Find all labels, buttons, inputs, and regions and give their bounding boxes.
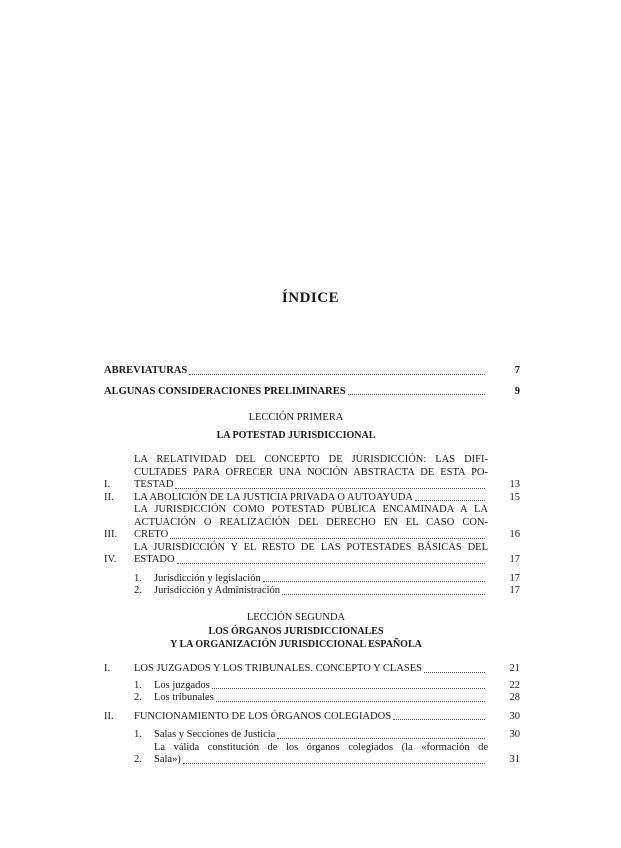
subentry-text: Los juzgados xyxy=(154,679,210,691)
page-number: 28 xyxy=(509,692,520,703)
dot-leader xyxy=(393,719,485,720)
subsection-number: 2. xyxy=(134,585,142,596)
entry-line: TESTAD xyxy=(134,479,174,490)
section-number: I. xyxy=(104,663,111,674)
entry-line: LA JURISDICCIÓN COMO POTESTAD PÚBLICA ENCAMINADA A LA xyxy=(134,504,488,515)
lesson-heading-2 xyxy=(104,612,488,652)
entry-line: FUNCIONAMIENTO DE LOS ÓRGANOS COLEGIADOS xyxy=(134,710,392,722)
dot-leader xyxy=(263,581,485,582)
entry-line: CULTADES PARA OFRECER UNA NOCIÓN ABSTRACTA DE ESTA PO- xyxy=(134,466,488,478)
entry-line: LA RELATIVIDAD DEL CONCEPTO DE JURISDICCIÓN: LAS DIFI- xyxy=(134,454,488,465)
page-title: ÍNDICE xyxy=(281,290,340,306)
entry-line: ESTADO xyxy=(134,554,175,565)
subentry-text: Jurisdicción y Administración xyxy=(154,585,280,596)
lesson-title: Y LA ORGANIZACIÓN JURISDICCIONAL ESPAÑOLA xyxy=(170,638,422,650)
subentry-text: Jurisdicción y legislación xyxy=(154,572,261,584)
entry-line: LOS JUZGADOS Y LOS TRIBUNALES. CONCEPTO Y CLASES xyxy=(134,663,423,674)
section-number: I. xyxy=(104,479,111,490)
lesson-title: LA POTESTAD JURISDICCIONAL xyxy=(216,429,376,441)
page-number: 7 xyxy=(514,365,520,376)
toc-entry-l2-ii[interactable] xyxy=(104,711,520,724)
toc-subentry-l1-2[interactable] xyxy=(104,585,520,598)
dot-leader xyxy=(282,594,485,595)
page-number: 21 xyxy=(509,663,520,674)
section-number: IV. xyxy=(104,554,117,565)
toc-entry-l1-iv[interactable] xyxy=(104,542,520,567)
toc-subentry-l2-2[interactable] xyxy=(104,692,520,705)
subsection-number: 1. xyxy=(134,679,142,691)
page-number: 15 xyxy=(509,491,520,503)
toc-entry-l1-iii[interactable] xyxy=(104,504,520,542)
toc-entry-l1-i[interactable] xyxy=(104,454,520,492)
section-number: II. xyxy=(104,491,114,503)
toc-entry-text: ALGUNAS CONSIDERACIONES PRELIMINARES xyxy=(104,385,346,397)
dot-leader xyxy=(189,374,485,375)
section-number: III. xyxy=(104,529,118,540)
dot-leader xyxy=(170,538,485,539)
toc-subentry-l2-1[interactable] xyxy=(104,680,520,693)
dot-leader xyxy=(348,394,485,395)
entry-line: LA ABOLICIÓN DE LA JUSTICIA PRIVADA O AUTOAYUDA xyxy=(134,491,413,503)
page-number: 9 xyxy=(514,385,520,397)
entry-line: ACTUACIÓN O REALIZACIÓN DEL DERECHO EN EL CASO CON- xyxy=(134,516,488,528)
dot-leader xyxy=(175,488,485,489)
page-number: 30 xyxy=(509,729,520,740)
entry-line: CRETO xyxy=(134,529,169,540)
page-number: 30 xyxy=(509,710,520,722)
lesson-label: LECCIÓN SEGUNDA xyxy=(246,611,346,623)
page-number: 22 xyxy=(509,679,520,691)
dot-leader xyxy=(424,672,485,673)
toc-entry-l2-i[interactable] xyxy=(104,663,520,676)
dot-leader xyxy=(183,763,485,764)
dot-leader xyxy=(177,563,485,564)
page-number: 16 xyxy=(509,529,520,540)
subsection-number: 1. xyxy=(134,729,142,740)
entry-line: LA JURISDICCIÓN Y EL RESTO DE LAS POTESTADES BÁSICAS DEL xyxy=(134,541,488,553)
subentry-text: Los tribunales xyxy=(154,692,214,703)
toc-entry-consideraciones[interactable] xyxy=(104,386,520,399)
subentry-text: La válida constitución de los órganos colegiados (la «formación de xyxy=(154,741,488,753)
dot-leader xyxy=(216,701,485,702)
dot-leader xyxy=(277,738,485,739)
subentry-text: Salas y Secciones de Justicia xyxy=(154,729,276,740)
lesson-label: LECCIÓN PRIMERA xyxy=(248,412,344,423)
toc-subentry-l1-1[interactable] xyxy=(104,573,520,586)
toc-subentry-l2-ii-1[interactable] xyxy=(104,729,520,742)
toc-entry-abreviaturas[interactable] xyxy=(104,365,520,378)
subsection-number: 2. xyxy=(134,754,142,765)
dot-leader xyxy=(212,688,485,689)
lesson-title: LOS ÓRGANOS JURISDICCIONALES xyxy=(208,626,384,637)
lesson-heading-1 xyxy=(104,412,488,442)
page-number: 17 xyxy=(509,572,520,584)
dot-leader xyxy=(415,500,485,501)
table-of-contents xyxy=(104,365,520,767)
toc-subentry-l2-ii-2[interactable] xyxy=(104,742,520,767)
page-number: 13 xyxy=(509,479,520,490)
subsection-number: 1. xyxy=(134,572,142,584)
section-number: II. xyxy=(104,710,114,722)
subentry-text: Sala») xyxy=(154,754,181,765)
toc-entry-text: ABREVIATURAS xyxy=(104,365,188,376)
page-number: 17 xyxy=(509,585,520,596)
subsection-number: 2. xyxy=(134,692,142,703)
toc-entry-l1-ii[interactable] xyxy=(104,492,520,505)
page-number: 31 xyxy=(509,754,520,765)
page-number: 17 xyxy=(509,554,520,565)
